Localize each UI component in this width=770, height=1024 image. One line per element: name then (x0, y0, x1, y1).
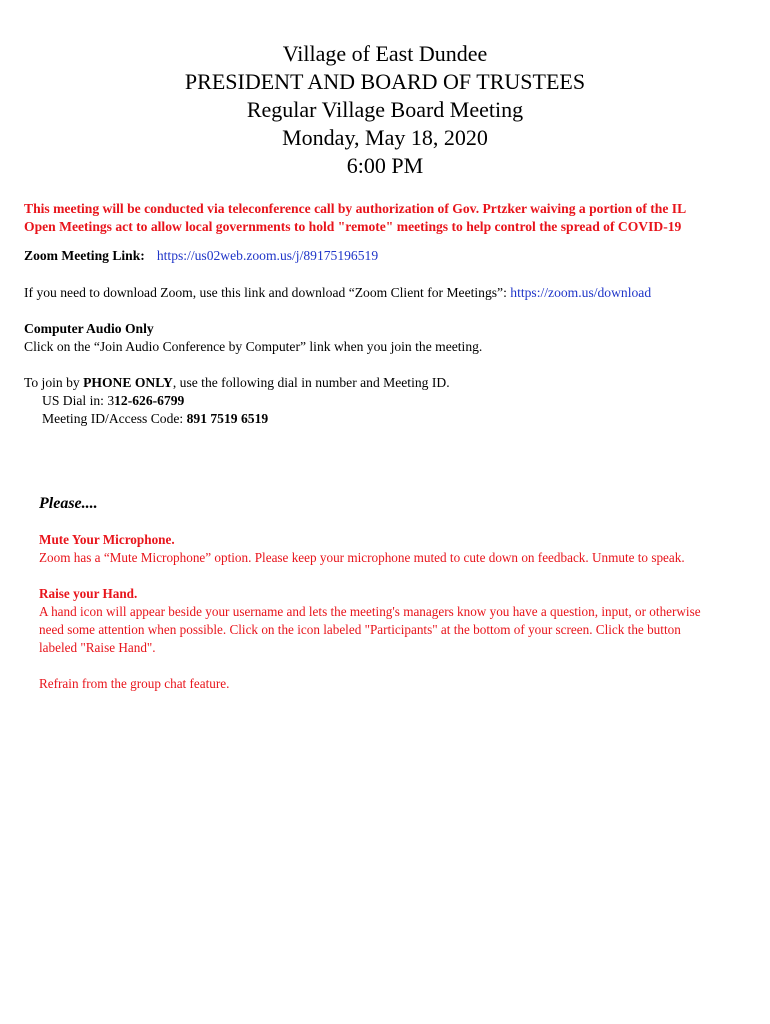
chat-tip (39, 675, 749, 693)
raise-hand-text: need some attention when possible. Click on the icon labeled "Participants" at the bottom of your screen. Click the button (39, 622, 681, 637)
meeting-header (0, 40, 770, 180)
notice-line: This meeting will be conducted via teleconference call by authorization of Gov. Prtzker waiving a portion of the IL (24, 201, 687, 216)
meeting-id-row (24, 410, 450, 428)
zoom-meeting-link[interactable]: https://us02web.zoom.us/j/89175196519 (156, 248, 379, 263)
raise-hand-text: labeled "Raise Hand". (39, 640, 156, 655)
download-row (24, 284, 651, 302)
computer-audio-text: Click on the “Join Audio Conference by Computer” link when you join the meeting. (24, 339, 483, 354)
phone-section (24, 374, 450, 428)
phone-intro (24, 374, 450, 392)
raise-hand-heading: Raise your Hand. (39, 586, 138, 601)
phone-intro-post: , use the following dial in number and Meeting ID. (172, 375, 450, 390)
zoom-link-row (24, 247, 378, 265)
mute-heading: Mute Your Microphone. (39, 532, 175, 547)
dial-in-number: 12-626-6799 (114, 393, 185, 408)
download-text: If you need to download Zoom, use this link and download “Zoom Client for Meetings”: (24, 285, 511, 300)
computer-audio-section (24, 320, 482, 356)
meeting-date: Monday, May 18, 2020 (282, 125, 488, 150)
meeting-type: Regular Village Board Meeting (246, 97, 524, 122)
please-heading: Please.... (39, 495, 98, 512)
chat-text: Refrain from the group chat feature. (39, 676, 230, 691)
notice-line: Open Meetings act to allow local governments to hold "remote" meetings to help control the spread of COVID-19 (24, 219, 682, 234)
zoom-download-link[interactable]: https://zoom.us/download (510, 285, 652, 300)
meeting-etiquette (39, 531, 749, 711)
raise-hand-tip (39, 585, 749, 657)
meeting-time: 6:00 PM (346, 153, 424, 178)
teleconference-notice (24, 200, 754, 236)
org-name: Village of East Dundee (282, 41, 488, 66)
dial-in-label: US Dial in: 3 (42, 393, 115, 408)
phone-intro-pre: To join by (24, 375, 84, 390)
board-name: PRESIDENT AND BOARD OF TRUSTEES (184, 69, 586, 94)
dial-in-row (24, 392, 450, 410)
meeting-id-value: 891 7519 6519 (186, 411, 269, 426)
phone-only-emphasis: PHONE ONLY (83, 375, 173, 390)
computer-audio-heading: Computer Audio Only (24, 321, 154, 336)
meeting-id-label: Meeting ID/Access Code: (42, 411, 187, 426)
mute-text: Zoom has a “Mute Microphone” option. Please keep your microphone muted to cute down on feedback. Unmute to speak. (39, 550, 685, 565)
mute-tip (39, 531, 749, 567)
raise-hand-text: A hand icon will appear beside your username and lets the meeting's managers know you have a question, input, or otherwise (39, 604, 701, 619)
zoom-link-label: Zoom Meeting Link: (24, 248, 145, 263)
